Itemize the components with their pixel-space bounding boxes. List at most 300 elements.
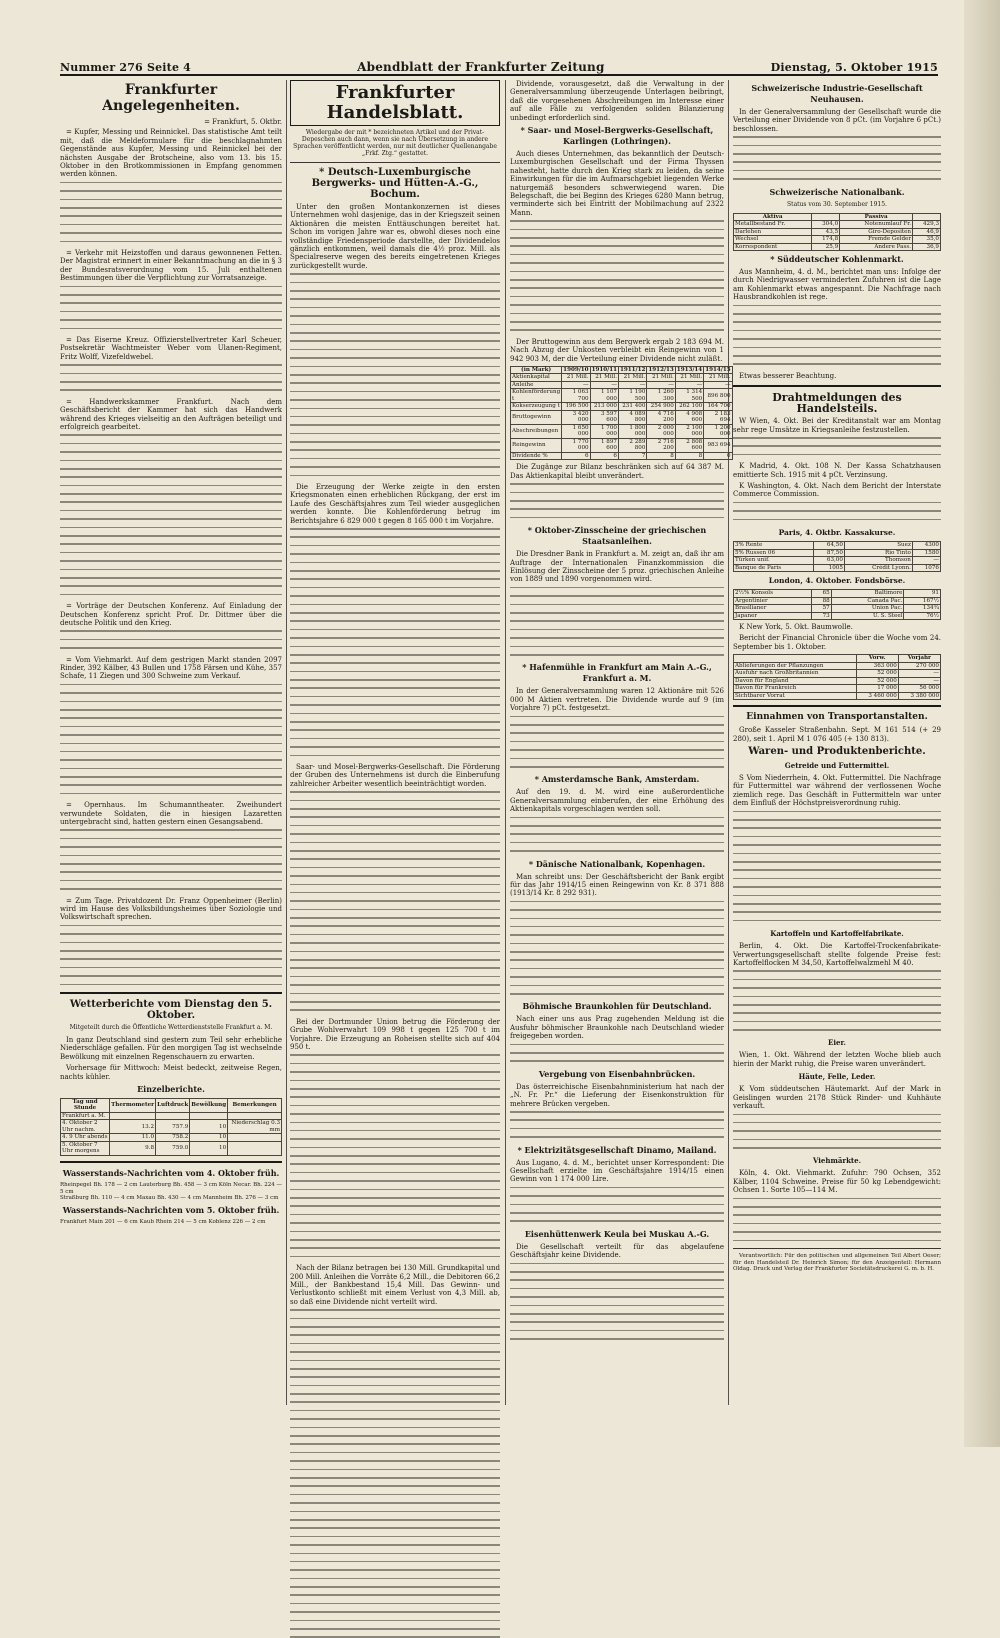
table-cell: 758.2 [156, 1134, 190, 1142]
table-row [734, 243, 941, 251]
text-block [60, 630, 282, 648]
article-title: * Saar- und Mosel-Bergwerks-Gesellschaft, Karlingen (Lothringen). [520, 125, 714, 147]
table-header-cell: 1911/12 [619, 366, 646, 373]
table-cell: Rio Tinto [844, 549, 912, 557]
london-table [733, 589, 941, 620]
table-cell: 4 089 800 [618, 410, 646, 424]
article-title: Schweizerische Industrie-Gesellschaft Neuhausen. [751, 83, 923, 104]
table-cell: U. S. Steel [831, 612, 904, 620]
section-title: Drahtmeldungen des Handelsteils. [772, 391, 902, 416]
table-cell: Notenumlauf Fr. [840, 221, 913, 229]
table-row [734, 590, 941, 598]
article-paragraph: Nach einer uns aus Prag zugehenden Meldung ist die Ausfuhr böhmischer Braunkohle nach Deutschland wieder freigegeben worden. [510, 1015, 724, 1041]
table-cell: 429,3 [913, 221, 941, 229]
table-cell: 63,00 [813, 557, 844, 565]
column-rule [728, 80, 729, 1405]
table-cell: 1 063 700 [562, 389, 590, 403]
table-cell: 8 [675, 452, 703, 460]
table-cell: Andere Pass. [840, 243, 913, 251]
text-block [733, 305, 941, 365]
table-cell: Banque de Paris [734, 564, 814, 572]
article-paragraph: = Handwerkskammer Frankfurt. Nach dem Geschäftsbericht der Kammer hat sich das Handwerk während des Krieges vielseitig an den Aufträgen beteiligt und erfolgreich gearbeitet. [60, 397, 282, 431]
table-row [734, 236, 941, 244]
table-cell: 304,0 [812, 221, 840, 229]
table-cell: Giro-Depositen [840, 228, 913, 236]
section-title: Waren- und Produktenberichte. [748, 746, 926, 758]
table-cell: Fremde Gelder [840, 236, 913, 244]
table-row [511, 403, 733, 411]
dispatch: K Washington, 4. Okt. Nach dem Bericht der Interstate Commerce Commission. [733, 482, 941, 499]
table-cell: Sichtbarer Vorrat [734, 692, 857, 700]
table-cell: 57 [812, 605, 831, 613]
table-cell: 231 400 [618, 403, 646, 411]
table-cell: 757.9 [156, 1120, 190, 1134]
table-cell: Dividende % [511, 452, 562, 460]
divider [290, 162, 500, 163]
article-title: Eisenhüttenwerk Keula bei Muskau A.-G. [524, 1228, 710, 1239]
table-cell: Korrespondent [734, 243, 812, 251]
table-row [511, 452, 733, 460]
article-title: * Dänische Nationalbank, Kopenhagen. [528, 858, 706, 869]
table-cell: 65 [812, 590, 831, 598]
table-cell: Kokserzeugung t [512, 403, 560, 410]
table-cell: 5% Russen 06 [734, 549, 814, 557]
table-cell: 73 [812, 612, 831, 620]
article-paragraph: = Verkehr mit Heizstoffen und daraus gewonnenen Fetten. Der Magistrat erinnert in einer Bekanntmachung an die in § 3 der Bundesratsverordnung vom 15. Juli enthaltenen Bestimmungen über die Verpflichtung zur Vorratsanzeige. [60, 248, 282, 283]
table-cell [156, 1112, 190, 1120]
article-paragraph: Dividende, vorausgesetzt, daß die Verwaltung in der Generalversammlung überzeugende Unterlagen beibringt, daß die vorgesehenen Abschreibungen im Interesse einer auf alle Fälle zu verfolgenden soliden Bilanzierung unbedingt erforderlich sind. [510, 80, 724, 122]
table-header-cell: 1912/13 [648, 366, 674, 373]
column-market-reports [733, 80, 941, 1405]
table-cell: 10 [190, 1141, 228, 1155]
company-table [510, 366, 733, 461]
table-cell: 10 [190, 1134, 228, 1142]
divider [60, 1161, 282, 1163]
table-cell: 64,50 [813, 542, 844, 550]
table-cell: 363 000 [856, 662, 898, 670]
article-paragraph: Berlin, 4. Okt. Die Kartoffel-Trockenfabrikate-Verwertungsgesellschaft stellte folgende Preise fest: Kartoffelflocken M 34,50, Kartoffelwalzmehl M 40. [733, 942, 941, 967]
table-row [734, 564, 941, 572]
text-block [510, 483, 724, 518]
weather-forecast: Vorhersage für Mittwoch: Meist bedeckt, zeitweise Regen, nachts kühler. [60, 1064, 282, 1081]
table-cell: Baltimore [831, 590, 904, 598]
subsection-title: Getreide und Futtermittel. [784, 761, 890, 771]
table-cell: 3 420 000 [562, 410, 590, 424]
table-cell: 3 460 000 [856, 692, 898, 700]
table-header-cell: Luftdruck [156, 1098, 190, 1112]
table-row [61, 1134, 282, 1142]
table-cell: Ausfuhr nach Großbritannien [734, 670, 857, 678]
table-cell: Wechsel [734, 236, 812, 244]
table-row [61, 1120, 282, 1134]
text-block [290, 528, 500, 756]
table-cell [228, 1141, 282, 1155]
text-block [60, 182, 282, 242]
table-cell: 13.2 [110, 1120, 156, 1134]
table-cell: 4 908 600 [675, 410, 703, 424]
subsection-title: Viehmärkte. [812, 1156, 862, 1166]
table-cell: Davon für England [734, 677, 857, 685]
section-title: Einnahmen von Transportanstalten. [746, 712, 928, 723]
table-row [734, 612, 941, 620]
table-cell: 56 000 [898, 685, 940, 693]
text-block [510, 716, 724, 768]
table-header-cell: (in Mark) [511, 366, 562, 374]
table-cell: 17 000 [856, 685, 898, 693]
column-commerce [290, 80, 500, 1405]
article-paragraph: Die Dresdner Bank in Frankfurt a. M. zeigt an, daß ihr am Auftrage der Internationalen Finanzkommission die Einlösung der Zinsscheine der 5 proz. griechischen Anleihe von 1889 und 1890 vorgenommen wird. [510, 550, 724, 584]
table-title: Paris, 4. Oktbr. Kassakurse. [778, 528, 896, 537]
text-block [510, 1187, 724, 1222]
table-cell: 164 700 [704, 403, 732, 411]
text-block [510, 901, 724, 995]
table-row [61, 1112, 282, 1120]
table-cell: Brasilianer [734, 605, 812, 613]
table-cell: Japaner [734, 612, 812, 620]
table-header-cell [812, 213, 840, 221]
table-cell: 52 000 [856, 670, 898, 678]
article-paragraph: S Vom Niederrhein, 4. Okt. Futtermittel. Die Nachfrage für Futtermittel war während der verflossenen Woche ziemlich rege. Das Geschäft in Futtermitteln war unter dem Einfluß der Höchstpreisverordnung ruhig. [733, 774, 941, 808]
table-cell: 25,9 [812, 243, 840, 251]
table-row [734, 692, 941, 700]
table-cell: 43,5 [812, 228, 840, 236]
table-cell: 3% Rente [734, 542, 814, 550]
table-cell: 21 Mill. [647, 374, 675, 382]
table-row [734, 597, 941, 605]
article-title: * Elektrizitätsgesellschaft Dinamo, Mailand. [517, 1144, 717, 1155]
divider [733, 385, 941, 387]
water-row: Frankfurt Main 201 — 6 cm Kaub Rhein 214 — 5 cm Koblenz 226 — 2 cm [60, 1218, 266, 1225]
table-row [734, 549, 941, 557]
table-cell: Crédit Lyonn. [844, 564, 912, 572]
table-header-row [734, 213, 941, 221]
article-paragraph: Große Kasseler Straßenbahn. Sept. M 161 514 (+ 29 280), seit 1. April M 1 076 405 (+ 130 813). [733, 726, 941, 743]
table-header-cell: 1910/11 [591, 366, 617, 373]
cotton-table [733, 654, 941, 700]
text-block [290, 1309, 500, 1638]
column-company-reports [510, 80, 731, 1405]
table-header-cell [913, 213, 941, 221]
table-cell: 4. Oktober 2 Uhr nachm. [61, 1120, 110, 1134]
table-cell: 3 597 600 [590, 410, 618, 424]
article-paragraph: = Das Eiserne Kreuz. Offizierstellvertreter Karl Scheuer, Postsekretär Wachtmeister Weber vom Ulanen-Regiment, Fritz Wolff, Vizefeldwebel. [60, 335, 282, 361]
article-title: * Hafenmühle in Frankfurt am Main A.-G., Frankfurt a. M. [522, 662, 712, 684]
table-cell: Davon für Frankreich [734, 685, 857, 693]
water-row: Straßburg Bh. 110 — 4 cm Maxau Bh. 430 — 4 cm Mannheim Bh. 276 — 3 cm [60, 1195, 279, 1202]
table-row [734, 677, 941, 685]
table-title: London, 4. Oktober. Fondsbörse. [768, 576, 906, 585]
table-cell: — [704, 381, 732, 389]
table-row [511, 374, 733, 382]
text-block [510, 817, 724, 852]
article-paragraph: = Opernhaus. Im Schumanntheater. Zweihundert verwundete Soldaten, die in hiesigen Lazaretten untergebracht sind, hatten gestern einen Gesangsabend. [60, 801, 282, 827]
article-paragraph: Aus Mannheim, 4. d. M., berichtet man uns: Infolge der durch Niedrigwasser verminderten Zufuhren ist die Lage am Kohlenmarkt etwas angespannt. Die Nachfrage nach Hausbrandkohlen ist rege. [733, 268, 941, 302]
table-cell: 1580 [912, 549, 940, 557]
table-cell: — [562, 381, 590, 389]
weather-table-title: Einzelberichte. [137, 1083, 205, 1094]
table-cell: 4 716 200 [647, 410, 675, 424]
table-cell: Thomson [844, 557, 912, 565]
text-block [60, 925, 282, 985]
issue-date: Dienstag, 5. Oktober 1915 [770, 61, 938, 74]
table-cell: Türken unif. [734, 557, 814, 565]
table-cell: 1 260 300 [647, 389, 675, 403]
article-title: * Deutsch-Luxemburgische Bergwerks- und Hütten-A.-G., Bochum. [311, 167, 479, 200]
subsection-title: Häute, Felle, Leder. [798, 1072, 876, 1082]
table-cell: 88 [812, 597, 831, 605]
table-row [61, 1141, 282, 1155]
table-cell: 1076 [912, 564, 940, 572]
table-body [734, 221, 941, 251]
article-paragraph: Man schreibt uns: Der Geschäftsbericht der Bank ergibt für das Jahr 1914/15 einen Reingewinn von Kr. 8 371 888 (1913/14 Kr. 8 292 931). [510, 872, 724, 898]
section-title: Frankfurter Handelsblatt. [290, 80, 500, 126]
table-body [734, 590, 941, 620]
section-title: Frankfurter Angelegenheiten. [102, 82, 240, 114]
table-cell: 2 183 694 [704, 410, 732, 424]
text-block [510, 1111, 724, 1138]
table-cell: 76½ [904, 612, 941, 620]
table-row [734, 670, 941, 678]
table-header-cell: Vorw. [856, 655, 898, 663]
table-cell: Union Pac. [831, 605, 904, 613]
table-cell: 8 [647, 452, 675, 460]
article-paragraph: Köln, 4. Okt. Viehmarkt. Zufuhr: 790 Ochsen, 352 Kälber, 1104 Schweine. Preise für 50 kg Lebendgewicht: Ochsen 1. Sorte 105—114 M. [733, 1169, 941, 1195]
text-block [290, 791, 500, 1011]
table-header-cell: Aktiva [734, 213, 812, 221]
table-cell: Suez [844, 542, 912, 550]
binding-gutter [964, 0, 1000, 1447]
table-header-cell: Vorjahr [898, 655, 940, 663]
table-row [734, 605, 941, 613]
table-cell: Bruttogewinn [511, 410, 562, 424]
article-paragraph: Etwas besserer Beachtung. [739, 371, 837, 380]
text-block [733, 970, 941, 1030]
table-cell: Anleihe [511, 381, 562, 389]
table-cell: Frankfurt a. M. [61, 1112, 110, 1120]
table-cell: 759.0 [156, 1141, 190, 1155]
table-header-row [511, 366, 733, 374]
table-row [511, 410, 733, 424]
table-header-row [734, 655, 941, 663]
table-cell: 983 694 [704, 438, 732, 452]
table-row [734, 685, 941, 693]
water-title: Wasserstands-Nachrichten vom 5. Oktober früh. [62, 1204, 280, 1215]
table-cell: 254 900 [647, 403, 675, 411]
table-cell: 21 Mill. [675, 374, 703, 382]
table-body [734, 662, 941, 700]
table-cell: Kohlenförderung t [512, 389, 561, 402]
table-cell: Reingewinn [511, 438, 562, 452]
table-cell: 262 100 [675, 403, 703, 411]
table-cell: 21 Mill. [704, 374, 732, 382]
table-cell: 2 000 000 [647, 424, 675, 438]
table-cell: 1 314 500 [675, 389, 703, 403]
table-cell: — [898, 670, 940, 678]
table-cell: — [912, 557, 940, 565]
text-block [733, 437, 941, 455]
table-cell: 2 808 600 [675, 438, 703, 452]
table-cell: 1 200 000 [704, 424, 732, 438]
article-paragraph: Bei der Dortmunder Union betrug die Förderung der Grube Wohlverwahrt 109 998 t gegen 125 700 t im Vorjahre. Die Erzeugung an Roheisen stellte sich auf 404 950 t. [290, 1017, 500, 1051]
table-cell: Niederschlag 0.3 mm [228, 1120, 282, 1134]
text-block [733, 1198, 941, 1242]
article-paragraph: K Vom süddeutschen Häutemarkt. Auf der Mark in Geislingen wurden 2178 Stück Rinder- und Kuhhäute verkauft. [733, 1085, 941, 1111]
table-header-cell: Bemerkungen [228, 1098, 282, 1112]
text-block [60, 434, 282, 595]
table-cell: 35,0 [913, 236, 941, 244]
table-cell: 10 [190, 1120, 228, 1134]
article-paragraph: Der Bruttogewinn aus dem Bergwerk ergab 2 183 694 M. Nach Abzug der Unkosten verbleibt ein Reingewinn von 1 942 903 M, der die Verteilung einer Dividende nicht zuläßt. [510, 337, 724, 363]
article-paragraph: = Vom Viehmarkt. Auf dem gestrigen Markt standen 2097 Rinder, 392 Kälber, 43 Bullen und 1758 Färsen und Kühe, 357 Schafe, 11 Ziegen und 300 Schweine zum Verkauf. [60, 655, 282, 681]
table-cell: 174,8 [812, 236, 840, 244]
table-cell: — [898, 677, 940, 685]
table-header-cell: 1913/14 [676, 366, 703, 373]
text-block [510, 1044, 724, 1062]
table-cell: — [675, 381, 703, 389]
article-paragraph: Wien, 1. Okt. Während der letzten Woche blieb auch hierin der Markt ruhig, die Preise waren unverändert. [733, 1051, 941, 1068]
table-header-cell: 1909/10 [563, 366, 589, 373]
article-paragraph: = Kupfer, Messing und Reinnickel. Das statistische Amt teilt mit, daß die Meldeformulare für die beschlagnahmten Gegenstände aus Kupfer, Messing und Reinnickel bei der nächsten Ausgabe der Brotscheine, also vom 13. bis 15. Oktober in den Brotkommissionen in Empfang genommen werden können. [60, 128, 282, 179]
text-block [733, 811, 941, 922]
table-cell: 134¾ [904, 605, 941, 613]
weather-text: In ganz Deutschland sind gestern zum Teil sehr erhebliche Niederschläge gefallen. Für den morgigen Tag ist wechselnde Bewölkung mit einzelnen Regenschauern zu erwarten. [60, 1035, 282, 1061]
article-paragraph: Auf den 19. d. M. wird eine außerordentliche Generalversammlung einberufen, der eine Erhöhung des Aktienkapitals vorgeschlagen werden soll. [510, 788, 724, 814]
table-header-row [61, 1098, 282, 1112]
dispatch: Bericht der Financial Chronicle über die Woche vom 24. September bis 1. Oktober. [733, 634, 941, 651]
table-body [734, 542, 941, 572]
article-paragraph: Saar- und Mosel-Bergwerks-Gesellschaft. Die Förderung der Gruben des Unternehmens ist durch die Einberufung zahlreicher Arbeiter wesentlich beeinträchtigt worden. [290, 762, 500, 788]
column-rule [505, 80, 506, 1405]
dispatch: K New York, 5. Okt. Baumwolle. [739, 623, 853, 631]
table-title: Schweizerische Nationalbank. [769, 186, 905, 197]
weather-note: Mitgeteilt durch die Öffentliche Wetterdienststelle Frankfurt a. M. [69, 1023, 273, 1031]
table-cell: 1 650 000 [562, 424, 590, 438]
table-header-cell: Thermometer [110, 1098, 156, 1112]
table-cell: — [647, 381, 675, 389]
table-cell: 1 800 000 [618, 424, 646, 438]
table-cell: 87,50 [813, 549, 844, 557]
table-row [734, 228, 941, 236]
table-cell: 1 700 000 [590, 424, 618, 438]
text-block [733, 502, 941, 520]
table-cell: Canada Pac. [831, 597, 904, 605]
table-cell [228, 1134, 282, 1142]
text-block [733, 136, 941, 180]
table-cell: 2 100 000 [675, 424, 703, 438]
text-block [290, 273, 500, 476]
table-body [61, 1112, 282, 1155]
text-block [733, 1114, 941, 1149]
table-cell: 196 500 [562, 403, 590, 411]
text-block [510, 220, 724, 331]
article-title: Vergebung von Eisenbahnbrücken. [538, 1068, 696, 1079]
table-cell: 1 770 000 [562, 438, 590, 452]
table-cell: 167½ [904, 597, 941, 605]
text-block [60, 684, 282, 795]
table-row [511, 438, 733, 452]
table-cell: 52 000 [856, 677, 898, 685]
table-cell: 46,9 [913, 228, 941, 236]
table-header-cell: 1914/15 [705, 366, 731, 373]
table-cell: Darlehen [734, 228, 812, 236]
weather-table [60, 1098, 282, 1156]
masthead [60, 52, 938, 76]
copyright-note: Wiedergabe der mit * bezeichneten Artikel und der Privat-Depeschen auch dann, wenn sie nach Übersetzung in andere Sprachen veröffentlicht werden, nur mit deutlicher Quellenangabe „Frkf. Ztg.“ gestattet. [293, 129, 497, 157]
table-cell: 213 000 [590, 403, 618, 411]
dispatch: W Wien, 4. Okt. Bei der Kreditanstalt war am Montag sehr rege Umsätze in Kriegsanleihe festzustellen. [733, 417, 941, 434]
divider [733, 1248, 941, 1249]
table-row [511, 389, 733, 403]
table-cell [228, 1112, 282, 1120]
table-cell: 1 107 000 [590, 389, 618, 403]
table-header-cell: Passiva [840, 213, 913, 221]
table-cell: 6 [590, 452, 618, 460]
table-row [734, 542, 941, 550]
table-cell: Abschreibungen [511, 424, 562, 438]
article-paragraph: Unter den großen Montankonzernen ist dieses Unternehmen wohl dasjenige, das in der Kriegszeit seinen Aktionären die meisten Enttäuschungen bereitet hat. Schon im vorigen Jahre war es, obwohl dieses noch eine vollständige Friedensperiode darstellte, der Dividendelos gänzlich entkommen, weil damals die 4½ proz. Mill. als Specialreserve wegen des bereits eingetretenen Krieges zurückgestellt wurde. [290, 203, 500, 270]
table-header-cell: Bewölkung [190, 1098, 228, 1112]
table-cell: Aktienkapital [511, 374, 562, 382]
table-cell: 11.0 [110, 1134, 156, 1142]
table-row [734, 221, 941, 229]
table-cell: 21 Mill. [562, 374, 590, 382]
article-paragraph: Nach der Bilanz betragen bei 130 Mill. Grundkapital und 200 Mill. Anleihen die Vorräte 6,2 Mill., die Debitoren 66,2 Mill., der Bankbestand 15,4 Mill. Das Gewinn- und Verlustkonto schließt mit einem Verlust von 4,3 Mill. ab, so daß eine Dividende nicht verteilt wird. [290, 1264, 500, 1306]
divider [733, 705, 941, 707]
table-cell: 6 [562, 452, 590, 460]
table-body [511, 374, 733, 460]
table-cell: 21 Mill. [618, 374, 646, 382]
article-paragraph: Die Zugänge zur Bilanz beschränken sich auf 64 387 M. Das Aktienkapital bleibt unverändert. [510, 463, 724, 480]
imprint: Verantwortlich: Für den politischen und allgemeinen Teil Albert Oeser; für den Handelsteil Dr. Heinrich Simon; für den Anzeigenteil: Hermann Oldag. Druck und Verlag der Frankfurter Societätsdruckerei G. m. b. H. [733, 1253, 941, 1273]
divider [60, 992, 282, 994]
paris-table [733, 541, 941, 572]
nationalbank-table [733, 213, 941, 252]
text-block [510, 1263, 724, 1340]
article-paragraph: In der Generalversammlung waren 12 Aktionäre mit 526 000 M Aktien vertreten. Die Dividende wurde auf 9 (im Vorjahre 7) pCt. festgesetzt. [510, 687, 724, 713]
table-cell [110, 1112, 156, 1120]
table-header-cell [734, 655, 857, 663]
table-cell: 9.8 [110, 1141, 156, 1155]
article-paragraph: Die Gesellschaft verteilt für das abgelaufene Geschäftsjahr keine Dividende. [510, 1242, 724, 1260]
text-block [60, 829, 282, 889]
water-row: Rheinpegel Bh. 178 — 2 cm Lauterburg Bh. 458 — 3 cm Köln Necar. Bh. 224 — 5 cm [60, 1181, 282, 1195]
article-title: * Oktober-Zinsscheine der griechischen Staatsanleihen. [527, 525, 707, 547]
article-paragraph: Aus Lugano, 4. d. M., berichtet unser Korrespondent: Die Gesellschaft erzielte im Geschäftsjahre 1914/15 einen Gewinn von 1 174 000 Lire. [510, 1158, 724, 1184]
article-paragraph: Auch dieses Unternehmen, das bekanntlich der Deutsch-Luxemburgischen Gesellschaft und der Firma Thyssen nahesteht, hatte durch den Krieg stark zu leiden, da seine Einwirkungen für die im Aufmarschgebiet liegenden Werke naturgemäß besonders schwerwiegend waren. Die Belegschaft, die bei Beginn des Krieges 6280 Mann betrug, verminderte sich bei Eintritt der Mobilmachung auf 2322 Mann. [510, 150, 724, 217]
table-cell: 1 190 500 [618, 389, 646, 403]
article-title: Böhmische Braunkohlen für Deutschland. [522, 1001, 712, 1012]
table-cell [190, 1112, 228, 1120]
article-paragraph: Das österreichische Eisenbahnministerium hat nach der „N. Fr. Pr.“ die Lieferung der Eisenkonstruktion für mehrere Brücken vergeben. [510, 1082, 724, 1108]
table-cell: 896 800 [704, 389, 732, 403]
table-cell: 4300 [912, 542, 940, 550]
table-cell: 91 [904, 590, 941, 598]
table-cell: Ablieferungen der Pflanzungen [734, 662, 857, 670]
table-subtitle: Status vom 30. September 1915. [787, 200, 887, 208]
column-rule [286, 80, 287, 1405]
article-title: * Amsterdamsche Bank, Amsterdam. [534, 774, 700, 785]
table-row [511, 424, 733, 438]
table-cell: 7 [618, 452, 646, 460]
table-cell: 5. Oktober 7 Uhr morgens [61, 1141, 110, 1155]
table-cell: — [618, 381, 646, 389]
weather-title: Wetterberichte vom Dienstag den 5. Oktober. [69, 998, 273, 1021]
text-block [290, 1054, 500, 1257]
table-cell: 36,9 [913, 243, 941, 251]
table-row [734, 557, 941, 565]
dateline: = Frankfurt, 5. Oktbr. [204, 118, 282, 126]
subsection-title: Eier. [828, 1038, 846, 1048]
